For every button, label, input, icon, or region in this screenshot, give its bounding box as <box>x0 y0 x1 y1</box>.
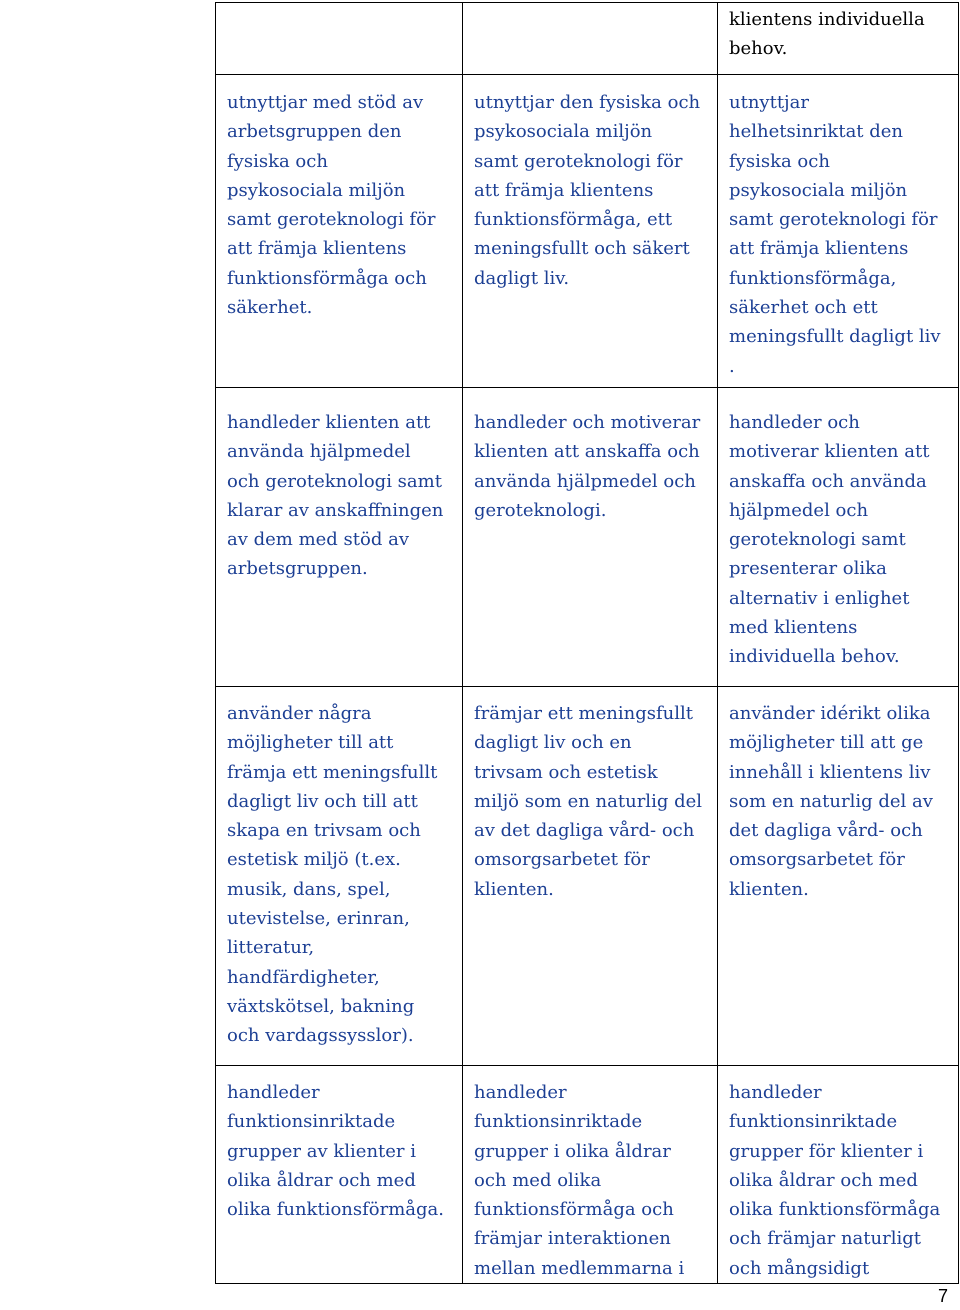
table-row <box>216 687 959 1066</box>
table-cell <box>718 75 959 388</box>
cell-text: handleder funktionsinriktade grupper för klienter i olika åldrar och med olika funktionsförmåga och främjar naturligt och mångsidigt <box>729 1082 941 1279</box>
table-cell <box>216 388 463 687</box>
page-number: 7 <box>937 1286 948 1306</box>
cell-text: handleder funktionsinriktade grupper av klienter i olika åldrar och med olika funktionsförmåga. <box>227 1082 445 1221</box>
table-cell <box>216 75 463 388</box>
table-cell <box>718 687 959 1066</box>
cell-text: utnyttjar helhetsinriktat den fysiska och psykosociala miljön samt geroteknologi för att främja klientens funktionsförmåga, säkerhet och ett meningsfullt dagligt liv . <box>729 92 941 377</box>
table-cell <box>463 3 718 75</box>
cell-text: handleder klienten att använda hjälpmedel och geroteknologi samt klarar av anskaffningen av dem med stöd av arbetsgruppen. <box>227 412 444 580</box>
table-cell <box>718 3 959 75</box>
table-row <box>216 388 959 687</box>
table-cell <box>463 388 718 687</box>
table-cell <box>216 3 463 75</box>
table-row <box>216 1066 959 1284</box>
assessment-criteria-table <box>215 2 959 1284</box>
table-cell <box>718 1066 959 1284</box>
table-cell <box>463 75 718 388</box>
table-row <box>216 75 959 388</box>
cell-text: använder idérikt olika möjligheter till att ge innehåll i klientens liv som en naturlig del av det dagliga vård- och omsorgsarbetet för klienten. <box>729 703 933 900</box>
cell-text: utnyttjar med stöd av arbetsgruppen den fysiska och psykosociala miljön samt geroteknologi för att främja klientens funktionsförmåga och säkerhet. <box>227 92 436 319</box>
cell-text: använder några möjligheter till att främja ett meningsfullt dagligt liv och till att skapa en trivsam och estetisk miljö (t.ex. musik, dans, spel, utevistelse, erinran, litteratur, handfärdigheter, växtskötsel, bakning och vardagssysslor). <box>227 703 438 1047</box>
table-cell <box>463 687 718 1066</box>
table-cell <box>463 1066 718 1284</box>
table-cell <box>718 388 959 687</box>
table-row <box>216 3 959 75</box>
cell-text: handleder funktionsinriktade grupper i olika åldrar och med olika funktionsförmåga och främjar interaktionen mellan medlemmarna i <box>474 1082 685 1279</box>
cell-text: främjar ett meningsfullt dagligt liv och en trivsam och estetisk miljö som en naturlig del av det dagliga vård- och omsorgsarbetet för klienten. <box>474 703 702 900</box>
cell-text: utnyttjar den fysiska och psykosociala miljön samt geroteknologi för att främja klientens funktionsförmåga, ett meningsfullt och säkert dagligt liv. <box>474 92 701 289</box>
cell-text: klientens individuella behov. <box>729 9 925 60</box>
cell-text: handleder och motiverar klienten att anskaffa och använda hjälpmedel och geroteknologi samt presenterar olika alternativ i enlighet med klientens individuella behov. <box>729 412 930 668</box>
cell-text: handleder och motiverar klienten att anskaffa och använda hjälpmedel och geroteknologi. <box>474 412 701 521</box>
table-cell <box>216 687 463 1066</box>
table-cell <box>216 1066 463 1284</box>
